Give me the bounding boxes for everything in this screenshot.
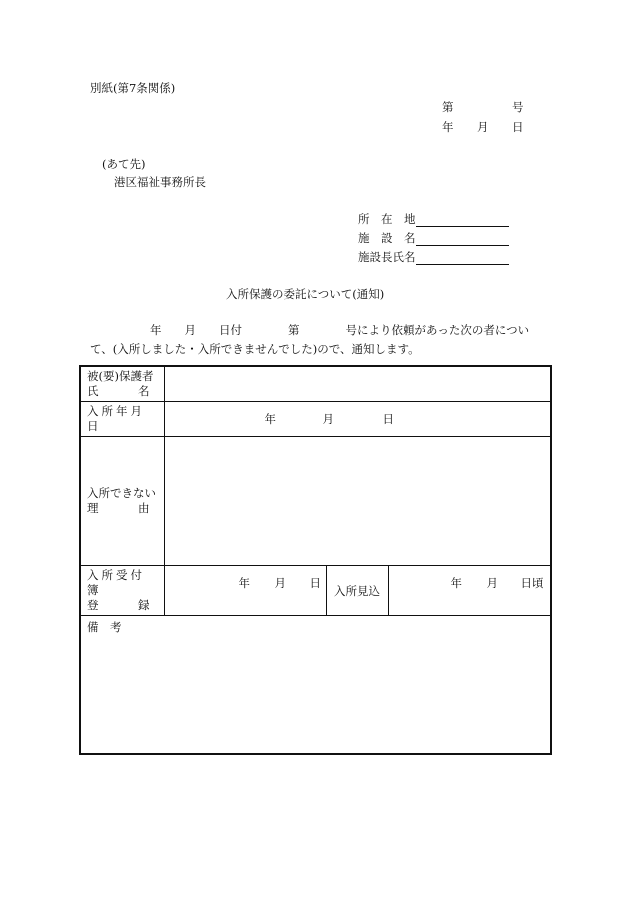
label-reason	[80, 437, 164, 566]
field-expected-admission-date[interactable]	[388, 566, 551, 616]
sender-director-field[interactable]	[416, 252, 509, 265]
field-admission-date[interactable]	[164, 402, 551, 437]
label-name-char2: 名	[138, 384, 150, 398]
registry-month: 月	[274, 576, 286, 590]
field-protected-person-name[interactable]	[164, 366, 551, 402]
label-registry	[80, 566, 164, 616]
label-registry-char1: 登	[87, 598, 99, 612]
sender-facility-row	[358, 230, 509, 246]
field-remarks[interactable]	[80, 616, 551, 754]
sender-address-row	[358, 211, 509, 227]
admission-day: 日	[382, 412, 394, 426]
registry-day: 日	[309, 576, 321, 590]
body-line-2: て、(入所しました・入所できませんでした)ので、通知します。	[90, 342, 420, 356]
document-title: 入所保護の委託について(通知)	[226, 287, 385, 301]
row-registry	[80, 566, 551, 616]
row-remarks	[80, 616, 551, 754]
sender-director-label: 施設長氏名	[358, 250, 416, 264]
addressee-name: 港区福祉事務所長	[114, 175, 206, 189]
label-reason-char2: 由	[138, 501, 150, 515]
sender-address-field[interactable]	[416, 214, 509, 227]
sender-director-row	[358, 249, 509, 265]
admission-month: 月	[322, 412, 334, 426]
number-prefix: 第	[442, 100, 454, 114]
body-line-1: 年 月 日付 第 号により依頼があった次の者につい	[150, 323, 530, 337]
label-expected-admission: 入所見込	[326, 566, 388, 616]
field-registry-date[interactable]	[164, 566, 326, 616]
expected-month: 月	[486, 576, 498, 590]
label-name-char1: 氏	[87, 384, 99, 398]
label-registry-line1: 入所受付簿	[87, 568, 145, 597]
registry-year: 年	[238, 576, 250, 590]
expected-year: 年	[450, 576, 462, 590]
sender-facility-field[interactable]	[416, 233, 509, 246]
field-reason[interactable]	[164, 437, 551, 566]
row-admission-date	[80, 402, 551, 437]
row-reason	[80, 437, 551, 566]
label-registry-char2: 録	[138, 598, 150, 612]
label-protected-person-line1: 被(要)保護者	[87, 369, 154, 383]
admission-year: 年	[264, 412, 276, 426]
date-year: 年	[442, 120, 454, 134]
label-reason-char1: 理	[87, 501, 99, 515]
sender-address-label: 所 在 地	[358, 212, 416, 226]
label-reason-line1: 入所できない	[87, 486, 156, 500]
addressee-label: (あて先)	[102, 157, 146, 171]
row-protected-person	[80, 366, 551, 402]
label-remarks: 備 考	[87, 620, 122, 634]
label-admission-date: 入所年月日	[80, 402, 164, 437]
date-month: 月	[477, 120, 489, 134]
expected-day: 日頃	[520, 576, 544, 590]
sender-facility-label: 施 設 名	[358, 231, 416, 245]
date-day: 日	[512, 120, 524, 134]
label-protected-person	[80, 366, 164, 402]
number-suffix: 号	[512, 100, 524, 114]
notice-form-table	[79, 365, 552, 755]
attachment-label: 別紙(第7条関係)	[90, 81, 176, 95]
